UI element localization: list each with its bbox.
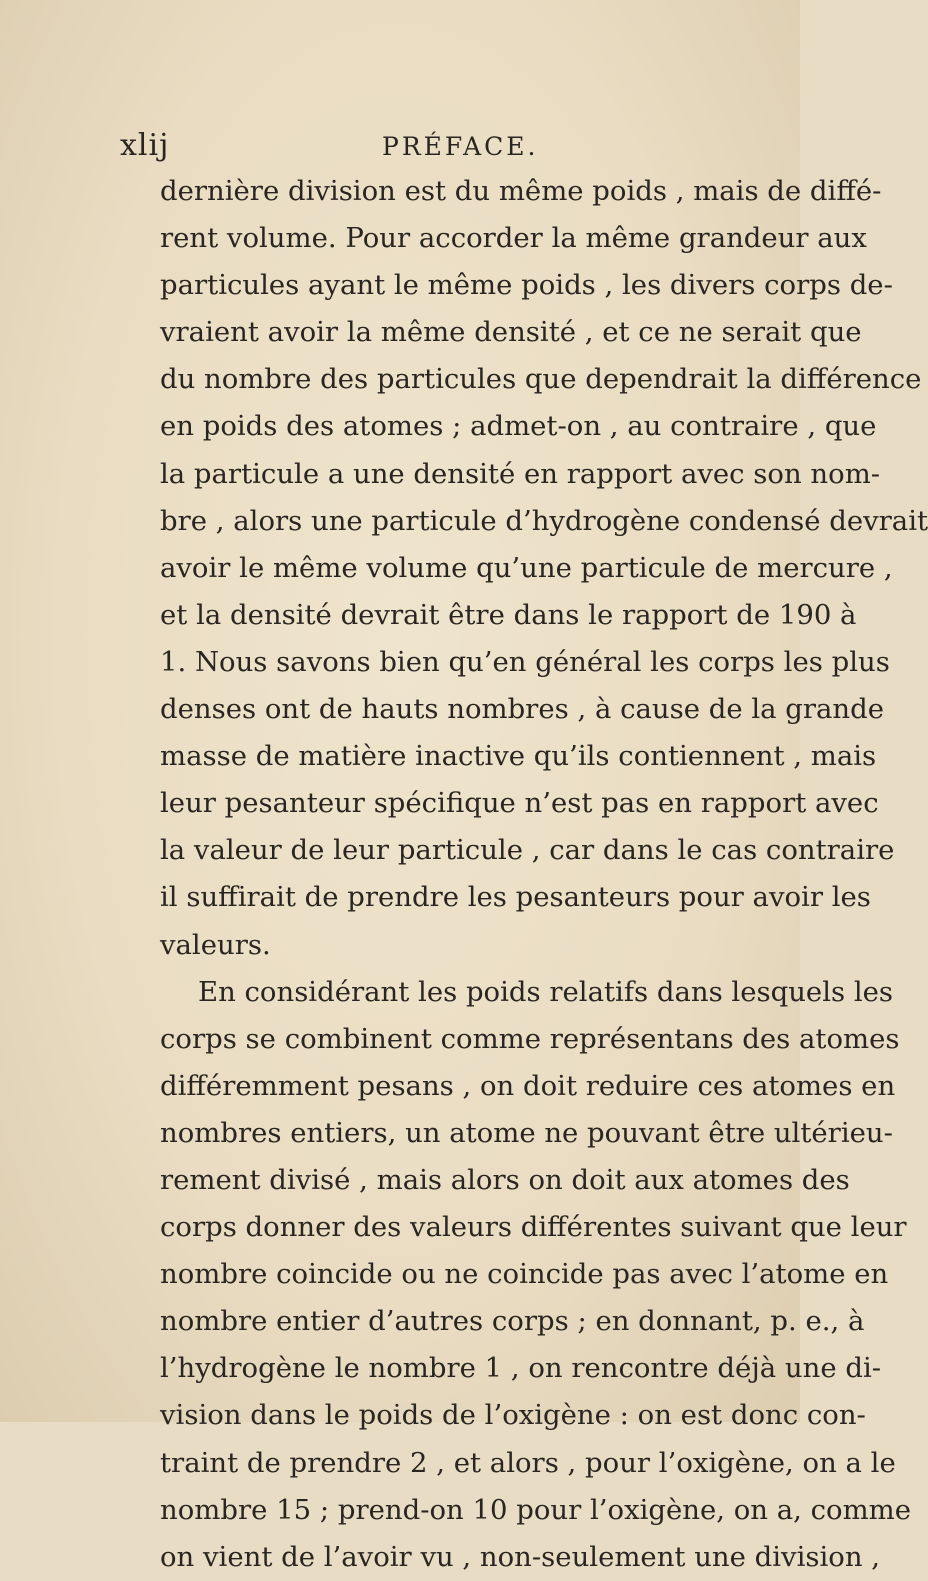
body-text [160,168,928,1581]
text-line-paragraph-start: En considérant les poids relatifs dans lesquels les [198,975,894,1008]
text-line: la particule a une densité en rapport avec son nom- [160,457,881,490]
text-line: particules ayant le même poids , les divers corps de- [160,269,893,302]
text-line: 1. Nous savons bien qu’en général les corps les plus [160,645,890,678]
text-line: nombre coincide ou ne coincide pas avec l’atome en [160,1258,889,1291]
running-head: PRÉFACE. [382,132,539,161]
page-header [120,128,710,168]
text-line: il suffirait de prendre les pesanteurs pour avoir les [160,881,871,914]
text-line: rement divisé , mais alors on doit aux atomes des [160,1163,850,1196]
text-line: leur pesanteur spécifique n’est pas en rapport avec [160,787,879,820]
text-line: nombre 15 ; prend-on 10 pour l’oxigène, on a, comme [160,1493,911,1526]
text-line: on vient de l’avoir vu , non-seulement une division , [160,1540,881,1573]
text-line: rent volume. Pour accorder la même grandeur aux [160,222,867,255]
text-line: nombre entier d’autres corps ; en donnant, p. e., à [160,1305,865,1338]
text-line: l’hydrogène le nombre 1 , on rencontre déjà une di- [160,1352,882,1385]
text-line-paragraph-end: valeurs. [160,928,271,961]
text-line: masse de matière inactive qu’ils contiennent , mais [160,740,877,773]
text-line: corps donner des valeurs différentes suivant que leur [160,1211,907,1244]
text-line: du nombre des particules que dependrait la différence [160,363,922,396]
text-line: vision dans le poids de l’oxigène : on est donc con- [160,1399,866,1432]
text-line: vraient avoir la même densité , et ce ne serait que [160,316,862,349]
text-line: la valeur de leur particule , car dans le cas contraire [160,834,895,867]
text-line: et la densité devrait être dans le rapport de 190 à [160,598,857,631]
text-line: bre , alors une particule d’hydrogène condensé devrait [160,504,928,537]
page-number: xlij [120,128,170,163]
text-line: avoir le même volume qu’une particule de mercure , [160,551,893,584]
text-line: nombres entiers, un atome ne pouvant être ultérieu- [160,1116,893,1149]
text-line: différemment pesans , on doit reduire ces atomes en [160,1069,896,1102]
text-line: en poids des atomes ; admet-on , au contraire , que [160,410,877,443]
text-line: traint de prendre 2 , et alors , pour l’oxigène, on a le [160,1446,896,1479]
text-line: dernière division est du même poids , mais de diffé- [160,175,882,207]
text-line: denses ont de hauts nombres , à cause de la grande [160,693,884,726]
text-line: corps se combinent comme représentans des atomes [160,1022,900,1055]
